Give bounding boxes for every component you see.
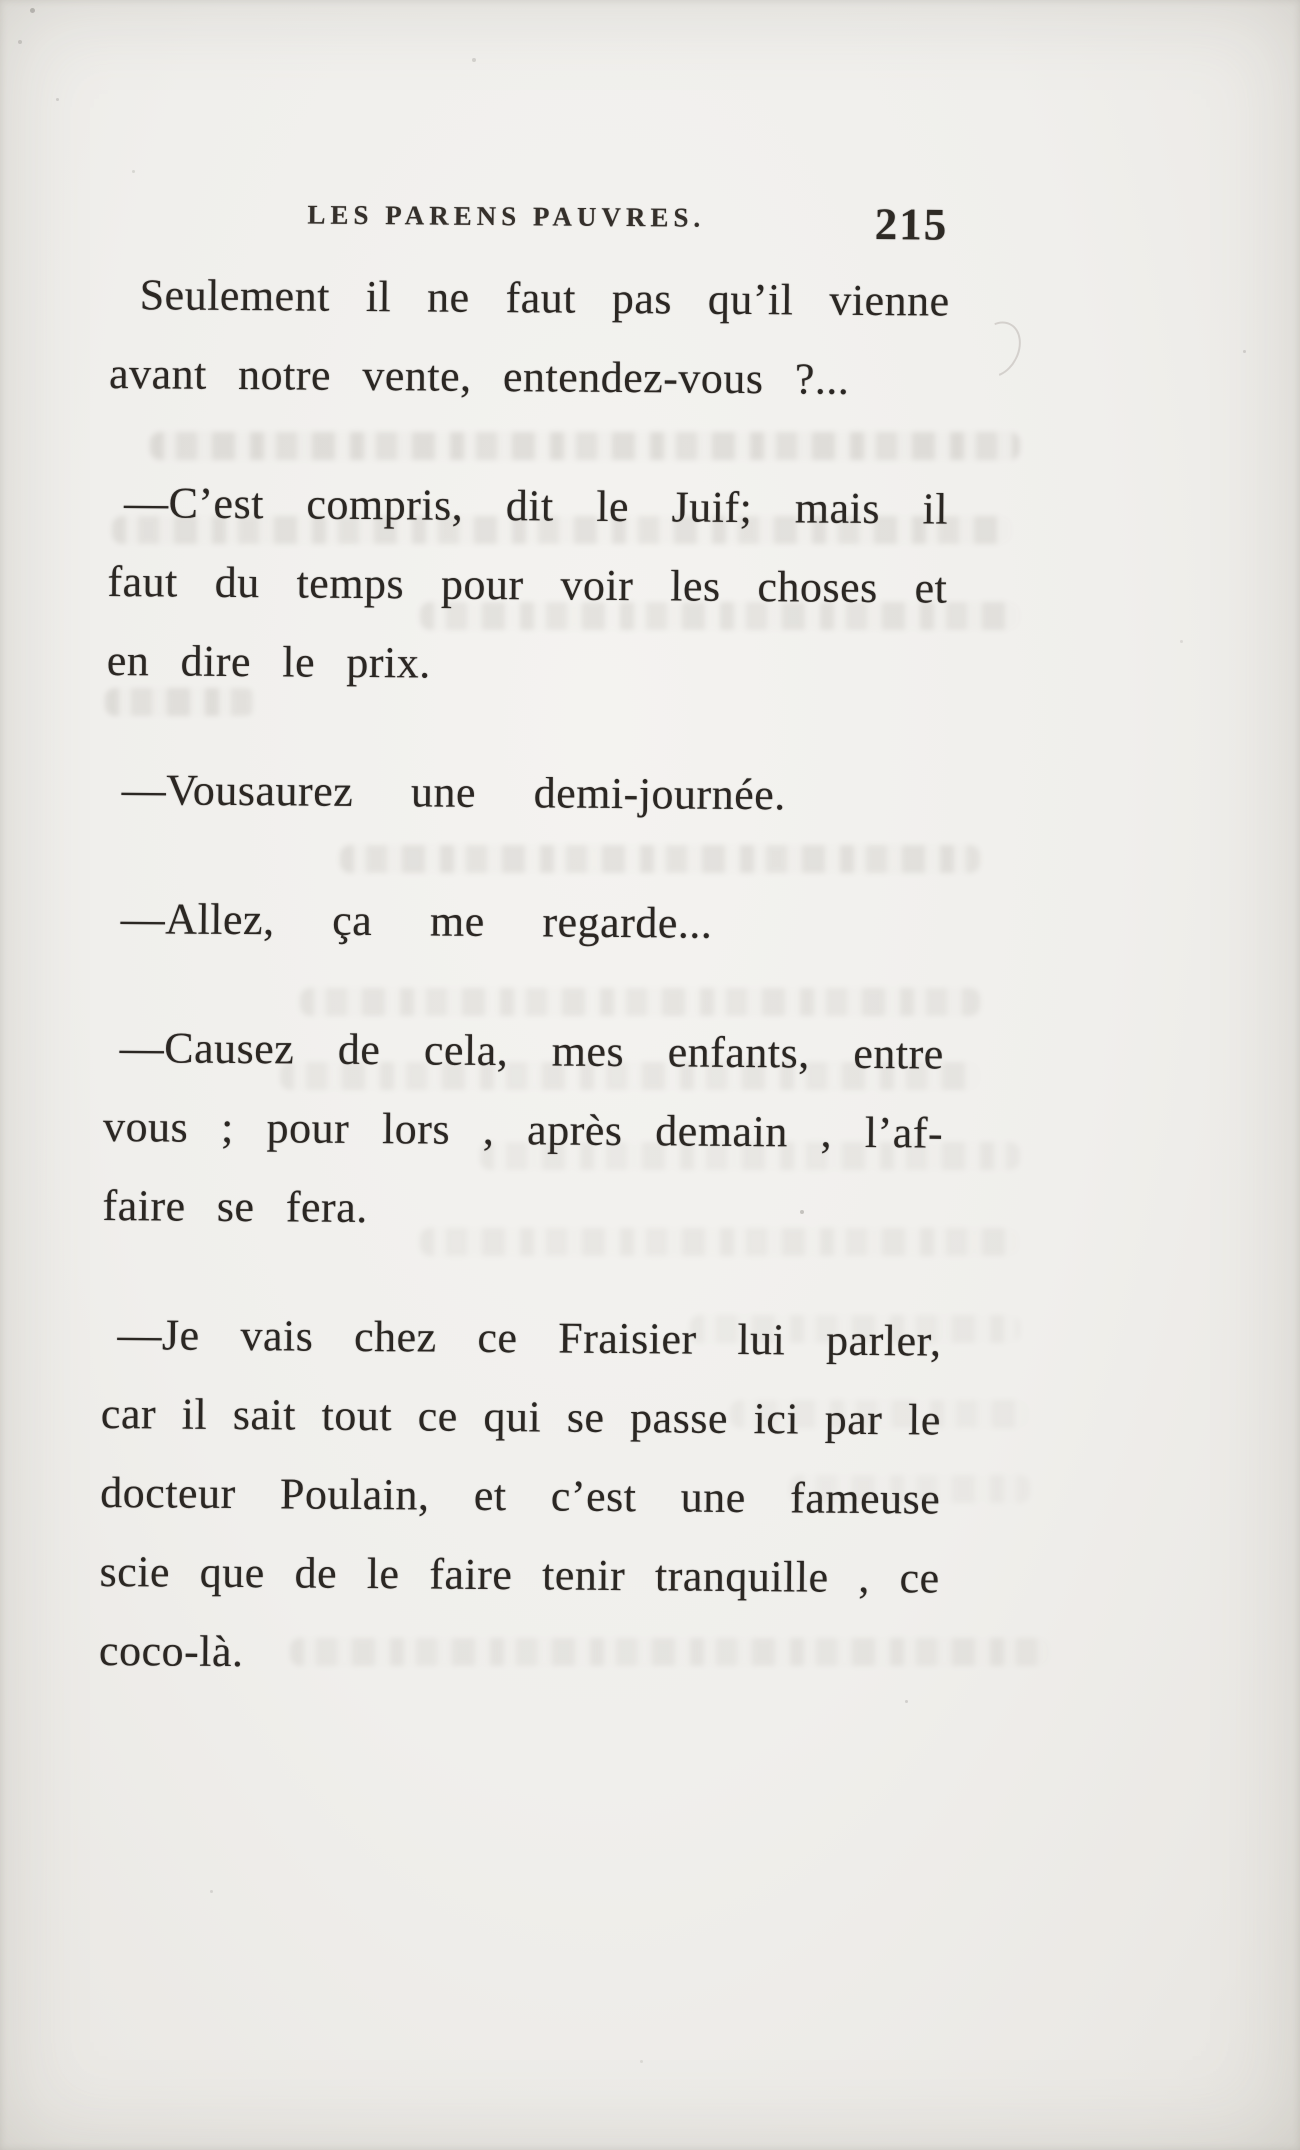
text-line: docteur Poulain, et c’est une fameuse [100, 1467, 941, 1524]
text-line: en dire le prix. [106, 635, 431, 688]
text-line: Seulement il ne faut pas qu’il vienne [139, 270, 950, 326]
paper-speck [56, 98, 59, 101]
paragraph [109, 255, 950, 420]
text-line: car il sait tout ce qui se passe ici par le [100, 1388, 942, 1445]
text-line: faut du temps pour voir les choses et [107, 556, 948, 613]
running-header [110, 0, 952, 267]
paragraph [99, 1295, 942, 1697]
text-line: —Causez de cela, mes enfants, entre [119, 1023, 944, 1079]
scan-artifact [964, 313, 1031, 386]
page-number: 215 [874, 198, 949, 250]
text-line: faire se fera. [102, 1180, 368, 1233]
text-line: —Vousaurez une demi-journée. [121, 765, 786, 820]
text-line: coco-là. [98, 1625, 244, 1677]
text-block [95, 0, 952, 2150]
text-line: avant notre vente, entendez-vous ?... [108, 348, 850, 404]
paper-speck [1243, 350, 1246, 353]
paragraph [105, 750, 946, 836]
text-line: —C’est compris, dit le Juif; mais il [123, 478, 949, 534]
text-line: —Allez, ça me regarde... [120, 894, 713, 948]
body-text [99, 255, 950, 1697]
paper-speck [30, 8, 35, 13]
paper-speck [18, 40, 22, 44]
text-line: vous ; pour lors , après demain , l’af- [102, 1101, 944, 1158]
paragraph [104, 879, 945, 965]
text-line: scie que de le faire tenir tranquille , ce [99, 1546, 940, 1603]
running-header-title: LES PARENS PAUVRES. [307, 199, 706, 233]
paragraph [107, 463, 949, 707]
paragraph [102, 1008, 944, 1252]
text-line: —Je vais chez ce Fraisier lui parler, [117, 1310, 942, 1366]
paper-speck [1180, 640, 1183, 643]
